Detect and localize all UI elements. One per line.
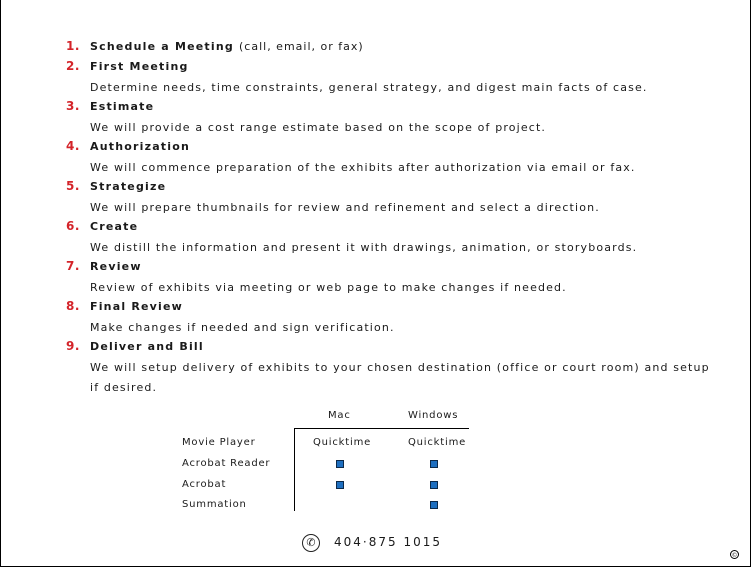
step-title: Schedule a Meeting (call, email, or fax) (90, 40, 364, 53)
step-1 (66, 38, 726, 58)
step-5 (66, 178, 726, 218)
step-description: Determine needs, time constraints, general strategy, and digest main facts of case. (90, 81, 648, 94)
step-description: Make changes if needed and sign verification. (90, 321, 395, 334)
supported-marker-windows (430, 481, 438, 489)
step-number: 8. (66, 299, 80, 313)
supported-marker-windows (430, 460, 438, 468)
step-subtitle: (call, email, or fax) (239, 40, 364, 53)
step-title: Final Review (90, 300, 184, 313)
step-9 (66, 338, 726, 398)
phone-number: 404·875 1015 (334, 535, 442, 549)
step-4 (66, 138, 726, 178)
cell-windows: Quicktime (408, 437, 467, 448)
step-description: Review of exhibits via meeting or web page to make changes if needed. (90, 281, 567, 294)
supported-marker-mac (336, 481, 344, 489)
cell-mac: Quicktime (313, 437, 372, 448)
step-description: We will setup delivery of exhibits to your chosen destination (office or court room) and setup if desired. (90, 361, 710, 394)
step-3 (66, 98, 726, 138)
step-8 (66, 298, 726, 338)
supported-marker-mac (336, 460, 344, 468)
phone-icon: ✆ (302, 534, 320, 552)
step-description: We will commence preparation of the exhibits after authorization via email or fax. (90, 161, 636, 174)
step-number: 1. (66, 39, 80, 53)
step-number: 3. (66, 99, 80, 113)
step-title: Estimate (90, 100, 155, 113)
step-number: 4. (66, 139, 80, 153)
step-number: 9. (66, 339, 80, 353)
step-description: We will provide a cost range estimate based on the scope of project. (90, 121, 547, 134)
step-description: We will prepare thumbnails for review and refinement and select a direction. (90, 201, 600, 214)
column-header-windows: Windows (408, 410, 459, 421)
step-description: We distill the information and present it with drawings, animation, or storyboards. (90, 241, 638, 254)
row-label: Summation (182, 499, 247, 510)
row-label: Acrobat (182, 479, 227, 490)
step-7 (66, 258, 726, 298)
step-number: 5. (66, 179, 80, 193)
step-2 (66, 58, 726, 98)
step-title: Authorization (90, 140, 191, 153)
step-number: 6. (66, 219, 80, 233)
row-label: Movie Player (182, 437, 256, 448)
table-divider-vertical (294, 428, 295, 511)
supported-marker-windows (430, 501, 438, 509)
step-title: Review (90, 260, 142, 273)
table-divider-horizontal (294, 428, 469, 429)
step-6 (66, 218, 726, 258)
step-number: 7. (66, 259, 80, 273)
process-steps (66, 38, 726, 398)
step-title: Strategize (90, 180, 167, 193)
copyright-icon: © (731, 552, 738, 559)
step-title: Deliver and Bill (90, 340, 204, 353)
row-label: Acrobat Reader (182, 458, 271, 469)
step-number: 2. (66, 59, 80, 73)
step-title: First Meeting (90, 60, 189, 73)
column-header-mac: Mac (328, 410, 351, 421)
step-title: Create (90, 220, 139, 233)
